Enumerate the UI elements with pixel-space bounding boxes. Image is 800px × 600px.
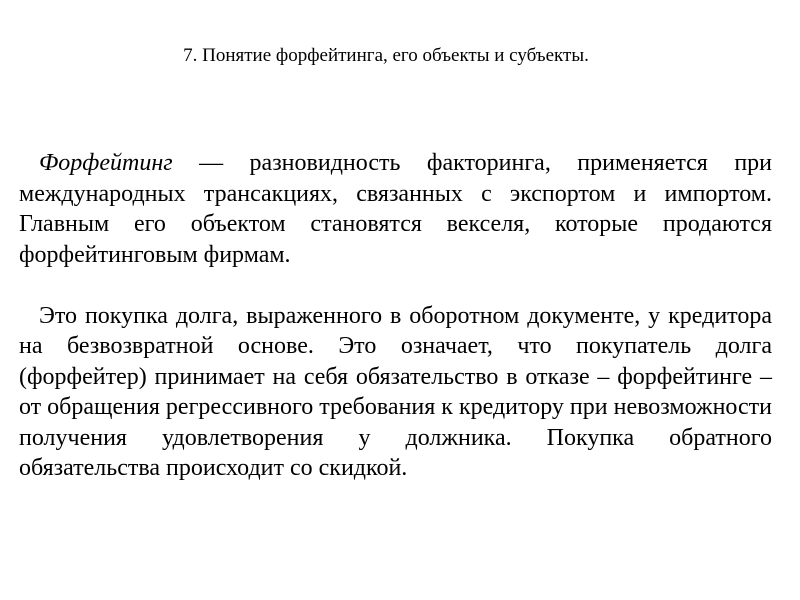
definition-text: — разновидность факторинга, применяется при международных трансакциях, связанных с экспортом и импортом. Главным его объектом становятся векселя, которые продаются форфейтинговым фирмам. <box>19 150 772 268</box>
page-title: 7. Понятие форфейтинга, его объекты и субъекты. <box>183 45 589 66</box>
paragraph-definition <box>19 148 772 270</box>
document-body <box>19 148 772 484</box>
paragraph-explanation: Это покупка долга, выраженного в оборотном документе, у кредитора на безвозвратной основе. Это означает, что покупатель долга (форфейтер) принимает на себя обязательство в отказе – форфейтинге – от обращения регрессивного требования к кредитору при невозможности получения удовлетворения у должника. Покупка обратного обязательства происходит со скидкой. <box>19 302 772 481</box>
term-forfaiting: Форфейтинг <box>39 150 173 176</box>
